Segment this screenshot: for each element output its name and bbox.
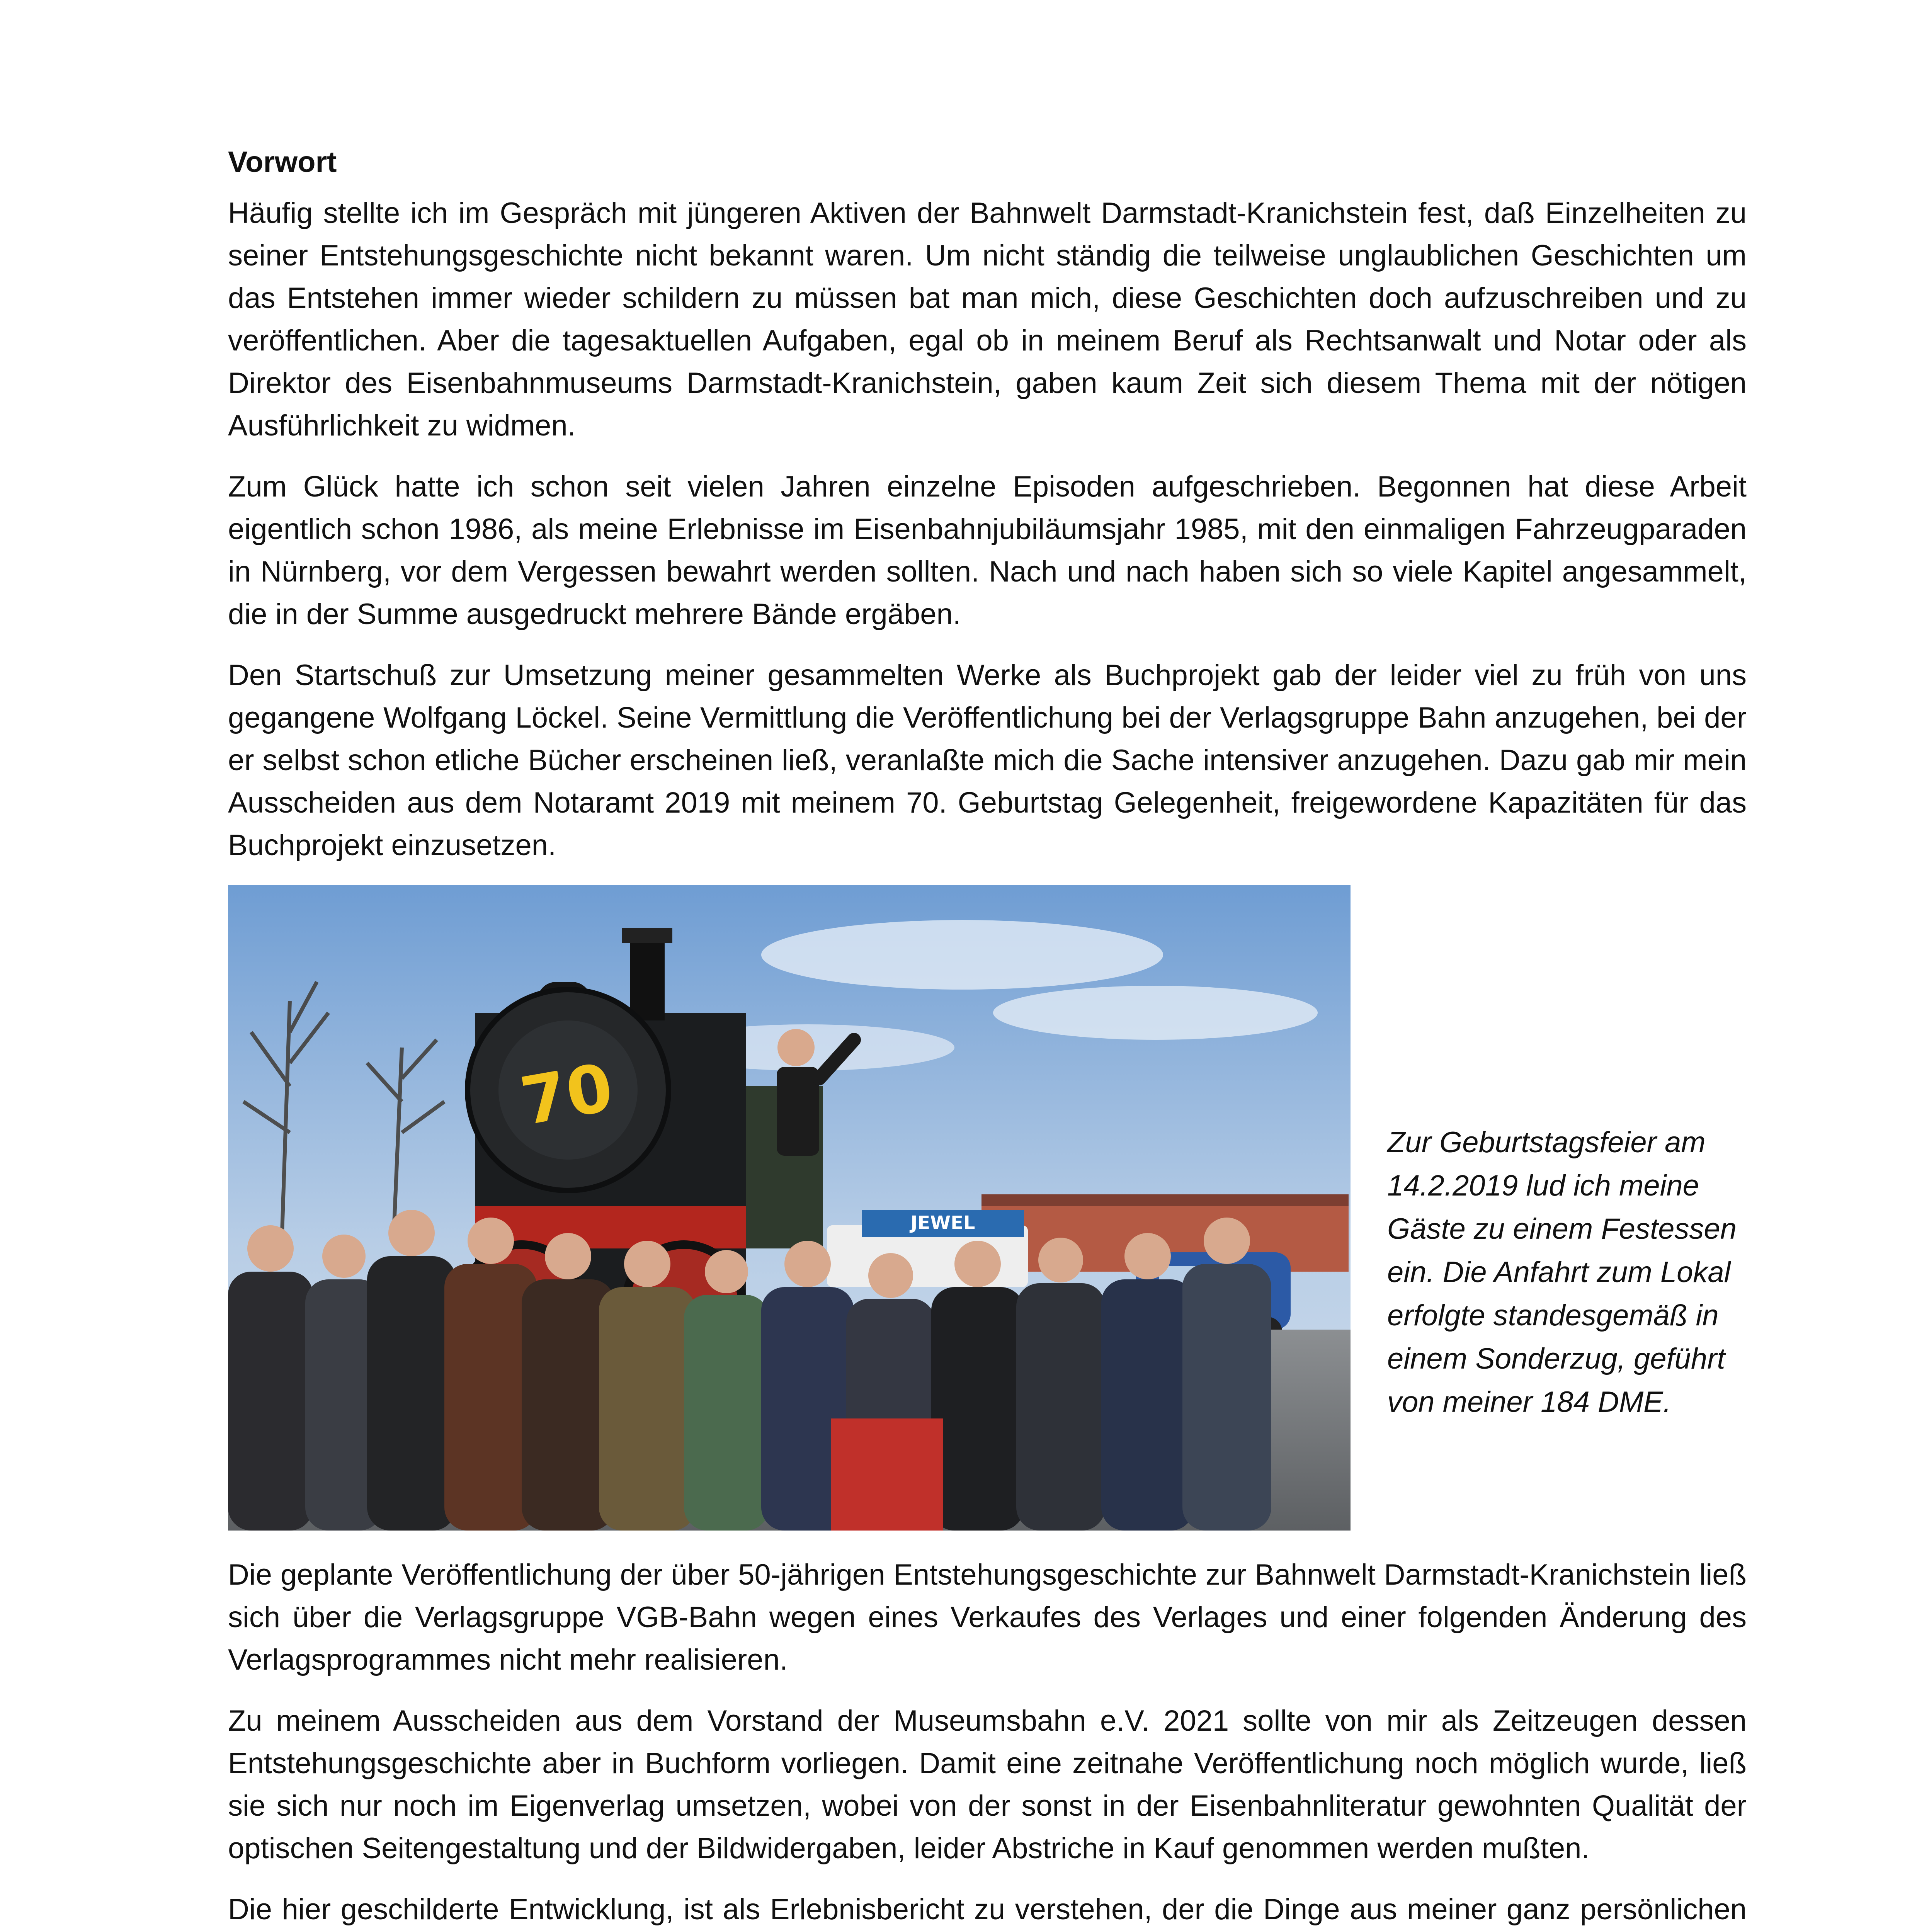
paragraph: Häufig stellte ich im Gespräch mit jüngeren Aktiven der Bahnwelt Darmstadt-Kranichstein fest, daß Einzelheiten zu seiner Entstehungsgeschichte nicht bekannt waren. Um nicht ständig die teilweise unglaublichen Geschichten um das Entstehen immer wieder schildern zu müssen bat man mich, diese Geschichten doch aufzuschreiben und zu veröffentlichen. Aber die tagesaktuellen Aufgaben, egal ob in meinem Beruf als Rechtsanwalt und Notar oder als Direktor des Eisenbahnmuseums Darmstadt-Kranichstein, gaben kaum Zeit sich diesem Thema mit der nötigen Ausführlichkeit zu widmen.: [228, 197, 1747, 442]
page-content: [228, 141, 1747, 1932]
figure: [228, 885, 1747, 1531]
paragraph: Die geplante Veröffentlichung der über 50-jährigen Entstehungsgeschichte zur Bahnwelt Darmstadt-Kranichstein ließ sich über die Verlagsgruppe VGB-Bahn wegen eines Verkaufes des Verlages und einer folgenden Änderung des Verlagsprogrammes nicht mehr realisieren.: [228, 1558, 1747, 1676]
paragraph: Den Startschuß zur Umsetzung meiner gesammelten Werke als Buchprojekt gab der leider viel zu früh von uns gegangene Wolfgang Löckel. Seine Vermittlung die Veröffentlichung bei der Verlagsgruppe Bahn anzugehen, bei der er selbst schon etliche Bücher erscheinen ließ, veranlaßte mich die Sache intensiver anzugehen. Dazu gab mir mein Ausscheiden aus dem Notaramt 2019 mit meinem 70. Geburtstag Gelegenheit, freigewordene Kapazitäten für das Buchprojekt einzusetzen.: [228, 659, 1747, 862]
paragraph: Zu meinem Ausscheiden aus dem Vorstand der Museumsbahn e.V. 2021 sollte von mir als Zeitzeugen dessen Entstehungsgeschichte aber in Buchform vorliegen. Damit eine zeitnahe Veröffentlichung noch möglich wurde, ließ sie sich nur noch im Eigenverlag umsetzen, wobei von der sonst in der Eisenbahnliteratur gewohnten Qualität der optischen Seitengestaltung und der Bildwidergaben, leider Abstriche in Kauf genommen werden mußten.: [228, 1704, 1747, 1865]
section-heading: Vorwort: [228, 146, 337, 179]
birthday-train-photo: [228, 885, 1351, 1531]
background-banner-text: JEWEL: [910, 1212, 975, 1234]
paragraph: Die hier geschilderte Entwicklung, ist als Erlebnisbericht zu verstehen, der die Dinge aus meiner ganz persönlichen: [228, 1893, 1747, 1926]
locomotive-number-70: 70: [515, 1049, 619, 1141]
paragraph: Zum Glück hatte ich schon seit vielen Jahren einzelne Episoden aufgeschrieben. Begonnen hat diese Arbeit eigentlich schon 1986, als meine Erlebnisse im Eisenbahnjubiläumsjahr 1985, mit den einmaligen Fahrzeugparaden in Nürnberg, vor dem Vergessen bewahrt werden sollten. Nach und nach haben sich so viele Kapitel angesammelt, die in der Summe ausgedruckt mehrere Bände ergäben.: [228, 470, 1747, 631]
photo-illustration: [228, 885, 1351, 1531]
figure-caption: Zur Geburtstagsfeier am 14.2.2019 lud ich meine Gäste zu einem Festessen ein. Die Anfahrt zum Lokal erfolgte standesgemäß in einem Sonderzug, geführt von meiner 184 DME.: [1387, 1126, 1737, 1418]
